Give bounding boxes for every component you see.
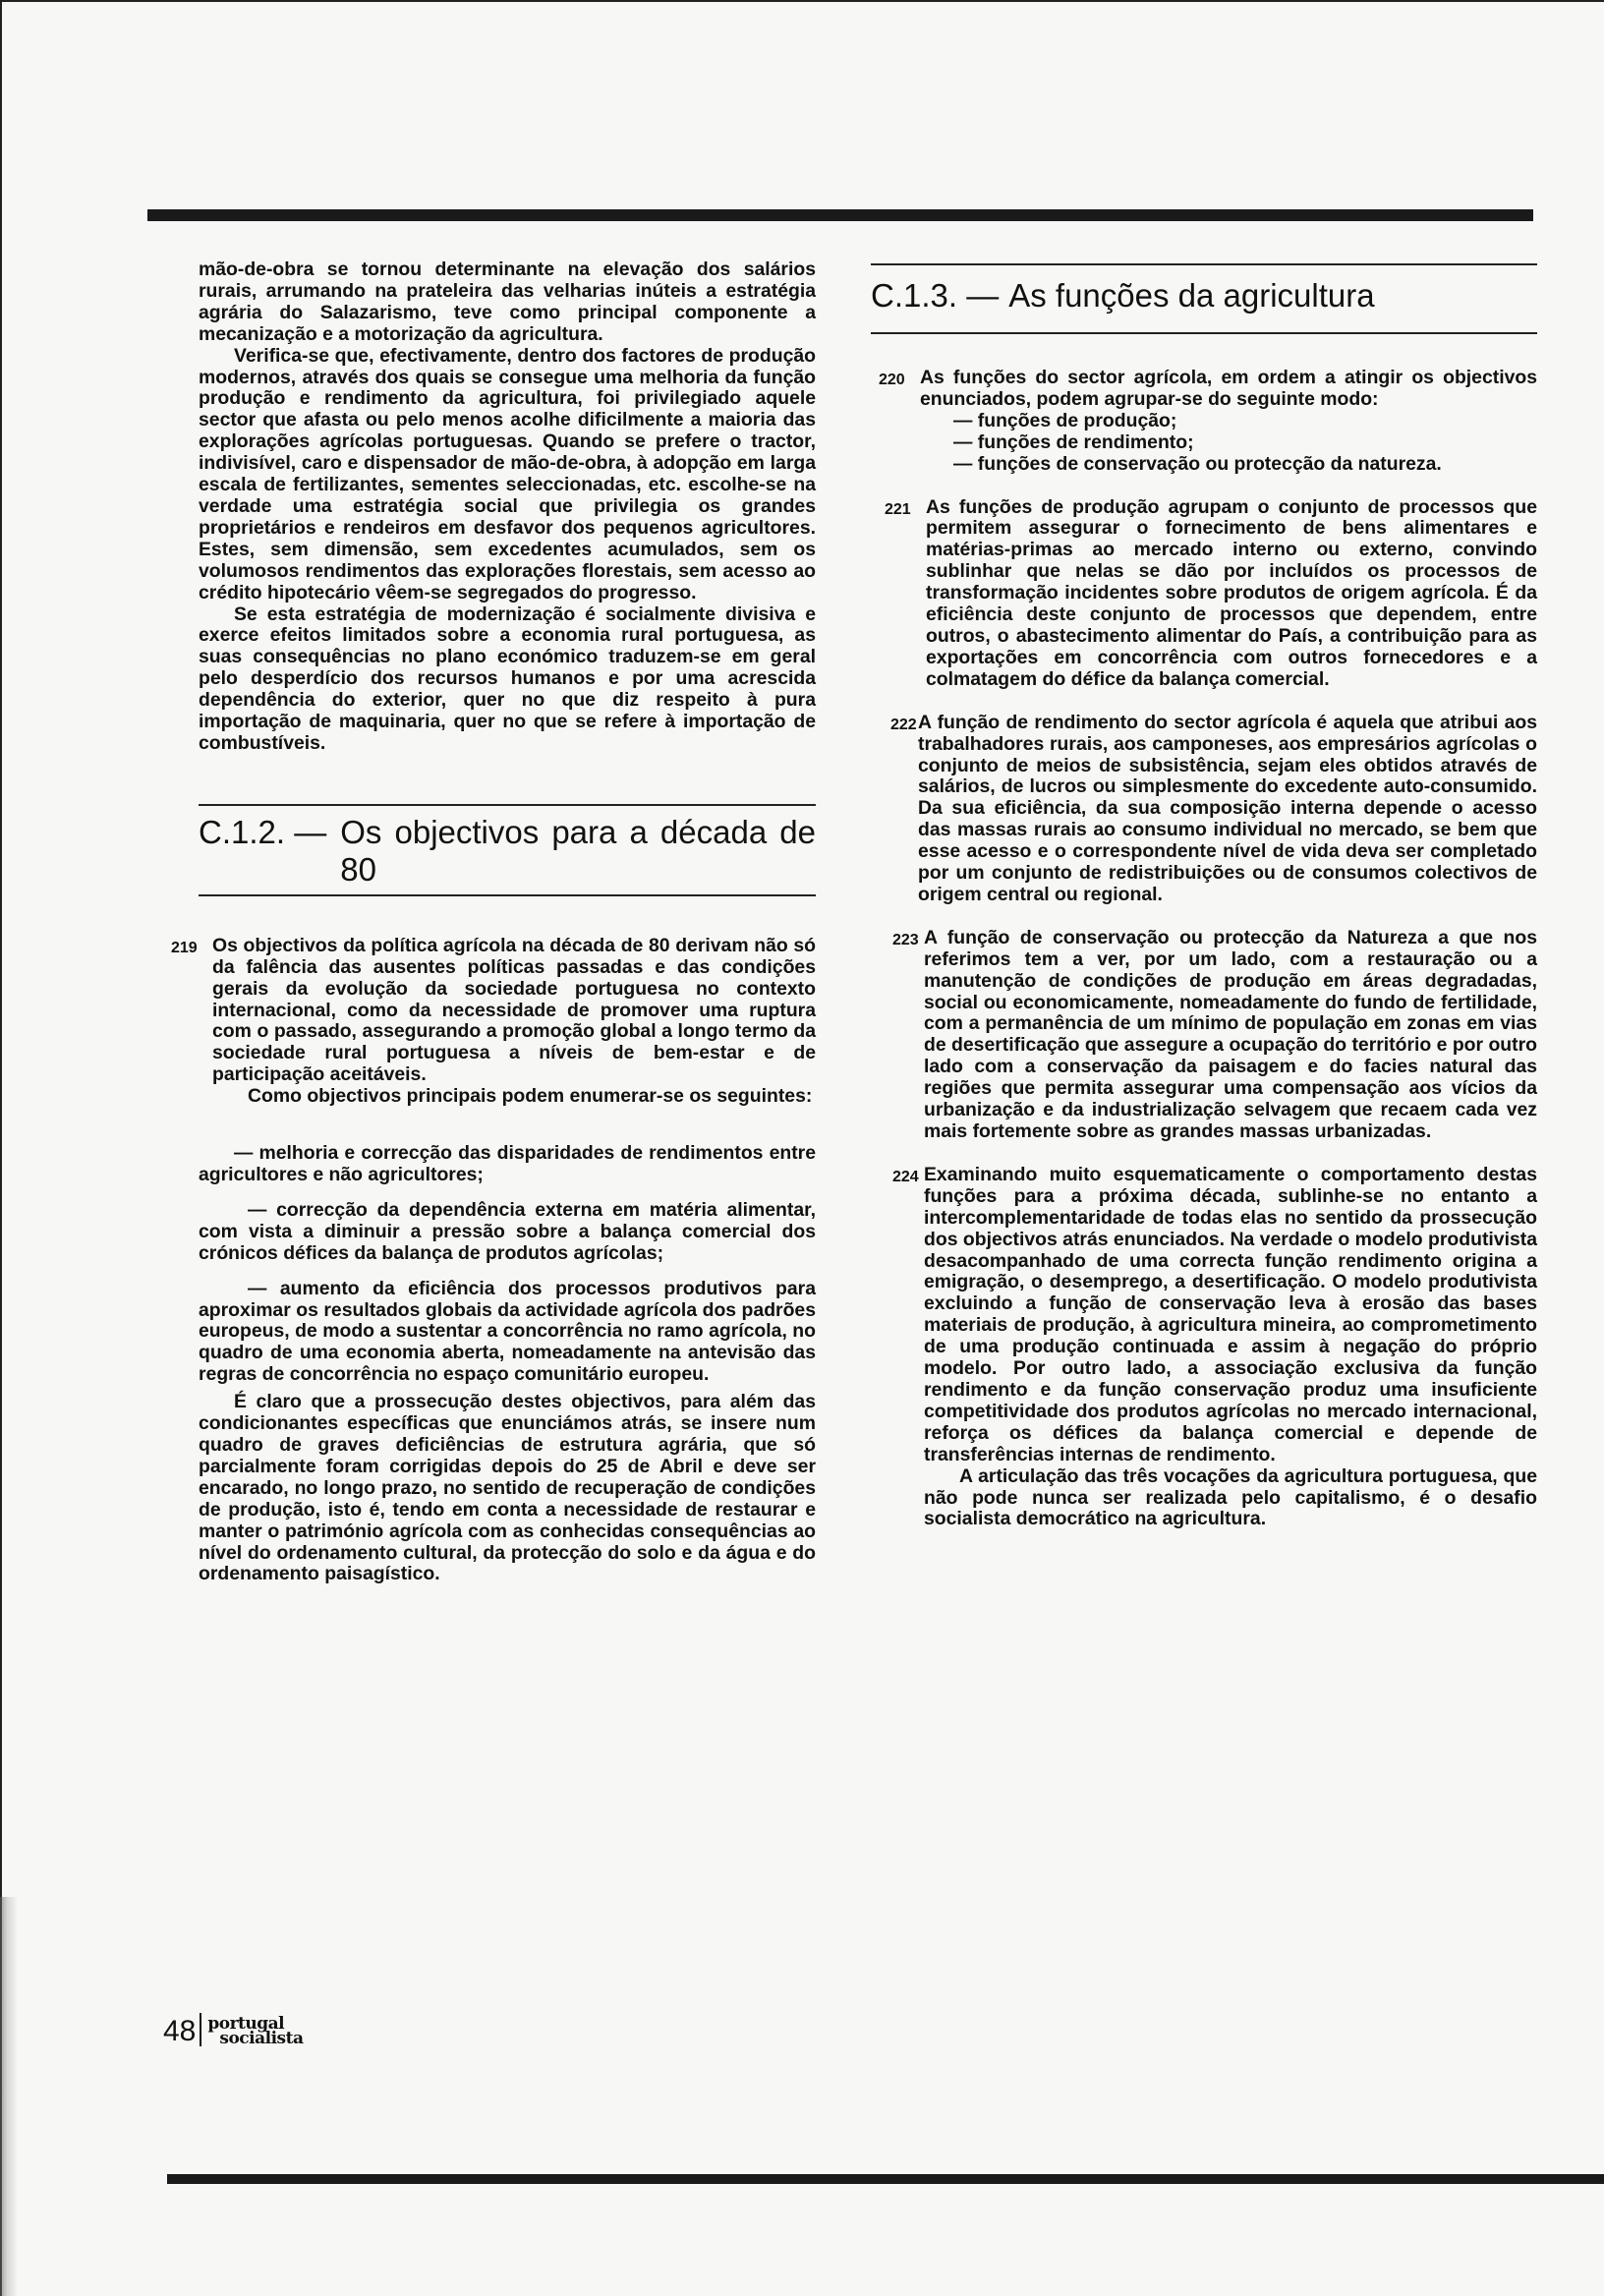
paragraph-number: 224 <box>892 1168 919 1185</box>
page-top-border <box>0 0 1604 2</box>
section-c12-bottom-rule <box>199 894 816 896</box>
paragraph-number: 222 <box>890 716 917 733</box>
functions-list <box>871 411 1537 476</box>
section-c12-title: Os objectivos para a década de 80 <box>340 813 816 888</box>
functions-list-item: — funções de rendimento; <box>953 430 1194 453</box>
left-final-paragraph: É claro que a prossecução destes objectivos, para além das condicionantes específicas que enunciámos atrás, se insere num quadro de graves deficiências de estrutura agrária, que só parcialmente foram corrigidas depois do 25 de Abril e deve ser encarado, no longo prazo, no sentido de recuperação de condições de produção, isto é, tendo em conta a necessidade de restaurar e manter o património agrícola com as conhecidas consequências ao nível do ordenamento cultural, da protecção do solo e da água e do ordenamento paisagístico. <box>199 1391 816 1585</box>
paragraph-text: Examinando muito esquematicamente o comportamento destas funções para a próxima década, sublinhe-se no entanto a intercomplementaridade de todas elas no sentido da prossecução dos objectivos atrás enunciados. Na verdade o modelo produtivista desacompanhado de uma correcta função rendimento origina a emigração, o desemprego, a desertificação. O modelo produtivista excluindo a função de conservação leva à erosão das bases materiais de produção, à agricultura mineira, ao comprometimento de uma produção continuada e assim à negação do próprio modelo. Por outro lado, a associação exclusiva da função rendimento e da função conservação produz uma insuficiente competitividade dos produtos agrícolas no mercado internacional, reforça os défices da balança comercial e depende de transferências internas de rendimento. <box>924 1163 1537 1465</box>
left-paragraph-1: mão-de-obra se tornou determinante na elevação dos salários rurais, arrumando na prateleira das velharias inúteis a estratégia agrária do Salazarismo, teve como principal componente a mecanização e a motorização da agricultura. <box>199 258 816 345</box>
page-footer <box>163 2013 303 2046</box>
page-number: 48 <box>163 2015 197 2047</box>
section-c13-title: As funções da agricultura <box>1008 277 1375 314</box>
paragraph-224 <box>892 1165 1537 1466</box>
paragraph-text: Os objectivos da política agrícola na década de 80 derivam não só da falência das ausentes políticas passadas e das condições gerais da evolução da sociedade portuguesa no contexto internacional, como da necessidade de promover uma ruptura com o passado, assegurando a promoção global a longo termo da sociedade rural portuguesa a níveis de bem-estar e de participação aceitáveis. <box>212 934 816 1086</box>
top-rule <box>147 209 1533 221</box>
bottom-rule <box>167 2174 1604 2184</box>
section-c12-number: C.1.2. — <box>199 813 327 850</box>
publication-logo <box>207 2014 304 2048</box>
paragraph-number: 219 <box>171 939 198 956</box>
paragraph-text: A função de rendimento do sector agrícola é aquela que atribui aos trabalhadores rurais, aos camponeses, aos empresários agrícolas o conjunto de meios de subsistência, sejam eles obtidos através de salários, de lucros ou simplesmente do excedente auto-consumido. Da sua eficiência, da sua composição interna depende o acesso das massas rurais ao consumo individual no mercado, se bem que esse acesso e o correspondente nível de vida deva ser completado por um conjunto de redistribuições ou de consumos colectivos de origem central ou regional. <box>918 711 1537 905</box>
paragraph-text: As funções do sector agrícola, em ordem a atingir os objectivos enunciados, podem agrupar-se do seguinte modo: <box>920 367 1537 410</box>
objective-item-3: — aumento da eficiência dos processos produtivos para aproximar os resultados globais da actividade agrícola dos padrões europeus, de modo a sustentar a concorrência no ramo agrícola, no quadro de uma economia aberta, nomeadamente na antevisão das regras de concorrência no espaço comunitário europeu. <box>199 1277 816 1386</box>
left-paragraph-2: Verifica-se que, efectivamente, dentro dos factores de produção modernos, através dos quais se consegue uma melhoria da função produção e rendimento da agricultura, foi privilegiado aquele sector que afasta ou pelo menos acolhe dificilmente a maioria das explorações agrícolas portuguesas. Quando se prefere o tractor, indivisível, caro e dispensador de mão-de-obra, à adopção em larga escala de fertilizantes, sementes seleccionadas, etc. escolhe-se na verdade uma estratégia social que privilegia os grandes proprietários e rendeiros em desfavor dos pequenos agricultores. Estes, sem dimensão, sem excedentes acumulados, sem os volumosos rendimentos das explorações florestais, sem acesso ao crédito hipotecário vêem-se segregados do progresso. <box>199 344 816 603</box>
section-c12-top-rule <box>199 804 816 806</box>
paragraph-221 <box>885 497 1537 691</box>
section-c13-top-rule <box>871 263 1537 265</box>
objective-item-2: — correcção da dependência externa em matéria alimentar, com vista a diminuir a pressão sobre a balança comercial dos crónicos défices da balança de produtos agrícolas; <box>199 1198 816 1264</box>
section-c13-number: C.1.3. — <box>871 277 1000 314</box>
scan-edge-shadow <box>0 1897 18 2296</box>
logo-line-2: socialista <box>219 2029 304 2048</box>
functions-list-item: — funções de conservação ou protecção da natureza. <box>953 452 1442 475</box>
paragraph-219-continued: Como objectivos principais podem enumerar-se os seguintes: <box>248 1085 813 1108</box>
functions-list-item: — funções de produção; <box>953 409 1177 431</box>
paragraph-223 <box>892 928 1537 1143</box>
paragraph-number: 221 <box>885 500 911 518</box>
section-c13-heading <box>871 277 1537 315</box>
section-c13-bottom-rule <box>871 332 1537 334</box>
right-column <box>871 259 1537 1530</box>
paragraph-224-continued: A articulação das três vocações da agricultura portuguesa, que não pode nunca ser realizada pelo capitalismo, é o desafio socialista democrático na agricultura. <box>924 1464 1537 1530</box>
left-column <box>171 258 816 1585</box>
footer-divider <box>200 2013 201 2046</box>
section-c12-heading <box>199 814 816 889</box>
paragraph-219 <box>171 936 816 1086</box>
paragraph-number: 223 <box>892 931 919 948</box>
left-paragraph-3: Se esta estratégia de modernização é socialmente divisiva e exerce efeitos limitados sobre a economia rural portuguesa, as suas consequências no plano económico traduzem-se em geral pelo desperdício dos recursos humanos e por uma acrescida dependência do exterior, quer no que diz respeito à pura importação de maquinaria, quer no que se refere à importação de combustíveis. <box>199 603 816 754</box>
logo-line-1: portugal <box>207 2014 285 2034</box>
paragraph-220 <box>879 368 1537 411</box>
paragraph-text: As funções de produção agrupam o conjunto de processos que permitem assegurar o fornecimento de bens alimentares e matérias-primas ao mercado interno ou externo, convindo sublinhar que nelas se dão por incluídos os processos de transformação incidentes sobre produtos de origem agrícola. É da eficiência deste conjunto de processos que dependem, entre outros, o abastecimento alimentar do País, a contribuição para as exportações em concorrência com outros fornecedores e a colmatagem do défice da balança comercial. <box>926 495 1537 690</box>
paragraph-222 <box>890 713 1537 906</box>
objective-item-1: — melhoria e correcção das disparidades de rendimentos entre agricultores e não agricultores; <box>199 1142 816 1185</box>
paragraph-text: A função de conservação ou protecção da Natureza a que nos referimos tem a ver, por um lado, com a restauração ou a manutenção de condições de produção em áreas degradadas, social ou economicamente, nomeadamente do fundo de fertilidade, com a permanência de um mínimo de população em zonas em vias de desertificação que assegure a ocupação do território e por outro lado com a conservação da paisagem e do facies natural das regiões que permita assegurar uma compensação aos vícios da urbanização e da industrialização selvagem que recaem cada vez mais fortemente sobre as grandes massas urbanizadas. <box>924 926 1537 1142</box>
paragraph-number: 220 <box>879 372 905 388</box>
